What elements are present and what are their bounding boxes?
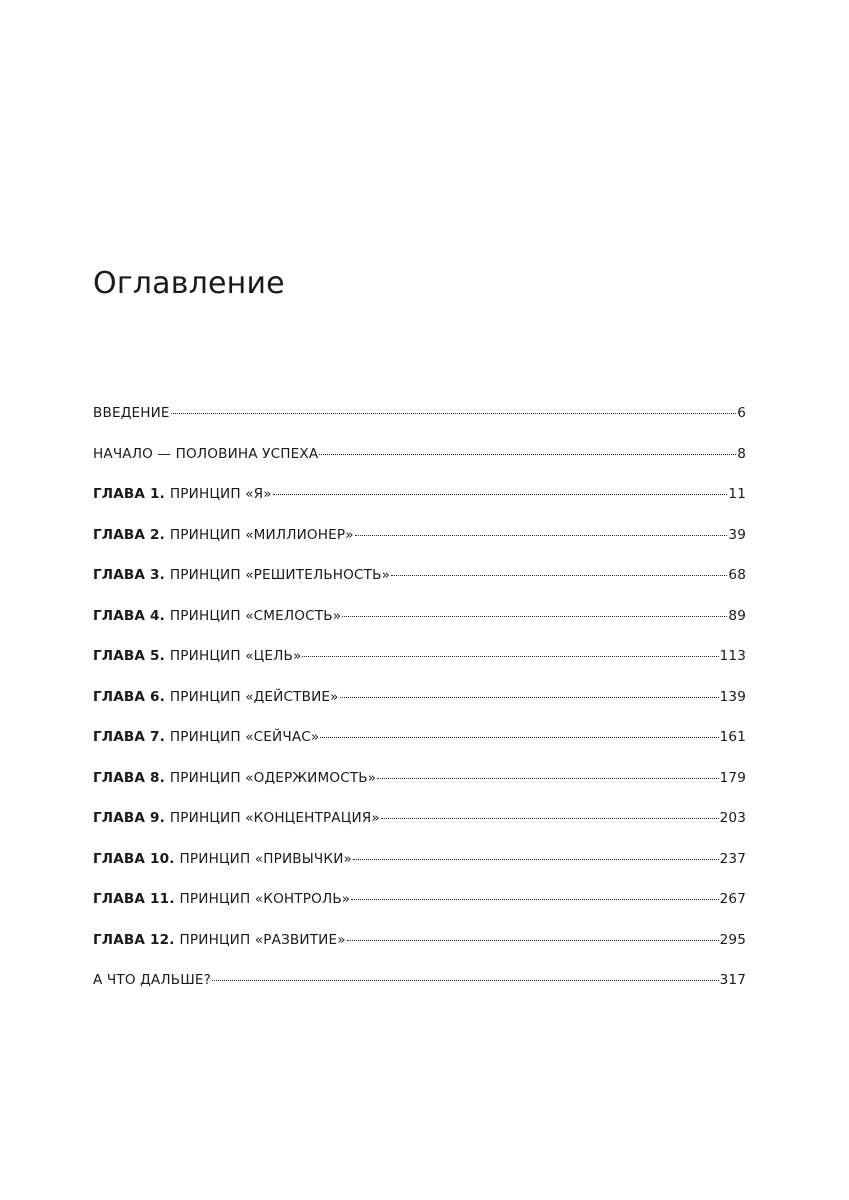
toc-entry bbox=[93, 969, 746, 1010]
toc-entry bbox=[93, 645, 746, 686]
toc-chapter-label: ГЛАВА 3. bbox=[93, 567, 165, 583]
toc-entry-title: ПРИНЦИП «РАЗВИТИЕ» bbox=[179, 931, 346, 948]
toc-page-number: 39 bbox=[728, 526, 746, 543]
dot-leader bbox=[342, 616, 727, 617]
toc-entry bbox=[93, 605, 746, 646]
dot-leader bbox=[319, 454, 736, 455]
toc-entry bbox=[93, 848, 746, 889]
toc-entry-title: ПРИНЦИП «СЕЙЧАС» bbox=[169, 729, 320, 745]
toc-page-number: 237 bbox=[719, 850, 746, 867]
dot-leader bbox=[377, 778, 718, 779]
toc-page-number: 8 bbox=[737, 445, 746, 462]
toc-page-number: 89 bbox=[728, 607, 746, 624]
dot-leader bbox=[381, 818, 719, 819]
toc-chapter-label: ГЛАВА 1. bbox=[93, 486, 165, 502]
dot-leader bbox=[353, 859, 719, 860]
toc-page-number: 161 bbox=[719, 729, 746, 745]
toc-entry bbox=[93, 888, 746, 929]
toc-entry bbox=[93, 767, 746, 808]
toc-entry-title: ПРИНЦИП «КОНЦЕНТРАЦИЯ» bbox=[169, 810, 380, 826]
toc-entry-title: НАЧАЛО — ПОЛОВИНА УСПЕХА bbox=[93, 445, 319, 462]
toc-chapter-label: ГЛАВА 11. bbox=[93, 891, 175, 907]
dot-leader bbox=[302, 656, 718, 657]
toc-chapter-label: ГЛАВА 12. bbox=[93, 931, 175, 948]
toc-entry-title: ПРИНЦИП «ДЕЙСТВИЕ» bbox=[169, 688, 339, 705]
toc-entry-title: ПРИНЦИП «ЦЕЛЬ» bbox=[169, 648, 302, 664]
toc-entry-title: ПРИНЦИП «КОНТРОЛЬ» bbox=[179, 891, 351, 907]
dot-leader bbox=[171, 413, 737, 414]
toc-entry bbox=[93, 443, 746, 484]
toc-chapter-label: ГЛАВА 8. bbox=[93, 769, 165, 786]
toc-chapter-label: ГЛАВА 9. bbox=[93, 810, 165, 826]
dot-leader bbox=[347, 940, 719, 941]
toc-page-number: 179 bbox=[719, 769, 746, 786]
dot-leader bbox=[351, 899, 718, 900]
toc-chapter-label: ГЛАВА 7. bbox=[93, 729, 165, 745]
toc-entry-title: ВВЕДЕНИЕ bbox=[93, 405, 170, 421]
toc-page-number: 317 bbox=[719, 972, 746, 988]
toc-page-number: 11 bbox=[728, 486, 746, 502]
toc-page-number: 113 bbox=[719, 648, 746, 664]
toc-entry bbox=[93, 524, 746, 565]
toc-page-number: 139 bbox=[719, 688, 746, 705]
toc-entry bbox=[93, 483, 746, 524]
toc-entry-title: ПРИНЦИП «ПРИВЫЧКИ» bbox=[179, 850, 352, 867]
dot-leader bbox=[355, 535, 728, 536]
toc-entry-title: ПРИНЦИП «СМЕЛОСТЬ» bbox=[169, 607, 342, 624]
toc-entry bbox=[93, 726, 746, 767]
toc-entry-title: ПРИНЦИП «ОДЕРЖИМОСТЬ» bbox=[169, 769, 377, 786]
table-of-contents bbox=[93, 402, 746, 1010]
toc-chapter-label: ГЛАВА 5. bbox=[93, 648, 165, 664]
toc-chapter-label: ГЛАВА 4. bbox=[93, 607, 165, 624]
toc-chapter-label: ГЛАВА 6. bbox=[93, 688, 165, 705]
dot-leader bbox=[391, 575, 727, 576]
toc-entry bbox=[93, 402, 746, 443]
toc-entry bbox=[93, 807, 746, 848]
toc-entry-title: ПРИНЦИП «Я» bbox=[169, 486, 272, 502]
dot-leader bbox=[320, 737, 718, 738]
toc-entry bbox=[93, 686, 746, 727]
toc-page-number: 295 bbox=[719, 931, 746, 948]
toc-entry bbox=[93, 564, 746, 605]
toc-page-number: 203 bbox=[719, 810, 746, 826]
toc-page-number: 68 bbox=[728, 567, 746, 583]
toc-entry-title: А ЧТО ДАЛЬШЕ? bbox=[93, 972, 212, 988]
toc-page-number: 267 bbox=[719, 891, 746, 907]
dot-leader bbox=[340, 697, 719, 698]
toc-chapter-label: ГЛАВА 2. bbox=[93, 526, 165, 543]
toc-chapter-label: ГЛАВА 10. bbox=[93, 850, 175, 867]
toc-page-number: 6 bbox=[737, 405, 746, 421]
dot-leader bbox=[273, 494, 728, 495]
toc-entry-title: ПРИНЦИП «РЕШИТЕЛЬНОСТЬ» bbox=[169, 567, 391, 583]
toc-entry-title: ПРИНЦИП «МИЛЛИОНЕР» bbox=[169, 526, 354, 543]
dot-leader bbox=[212, 980, 719, 981]
page-title: Оглавление bbox=[93, 266, 285, 301]
toc-entry bbox=[93, 929, 746, 970]
